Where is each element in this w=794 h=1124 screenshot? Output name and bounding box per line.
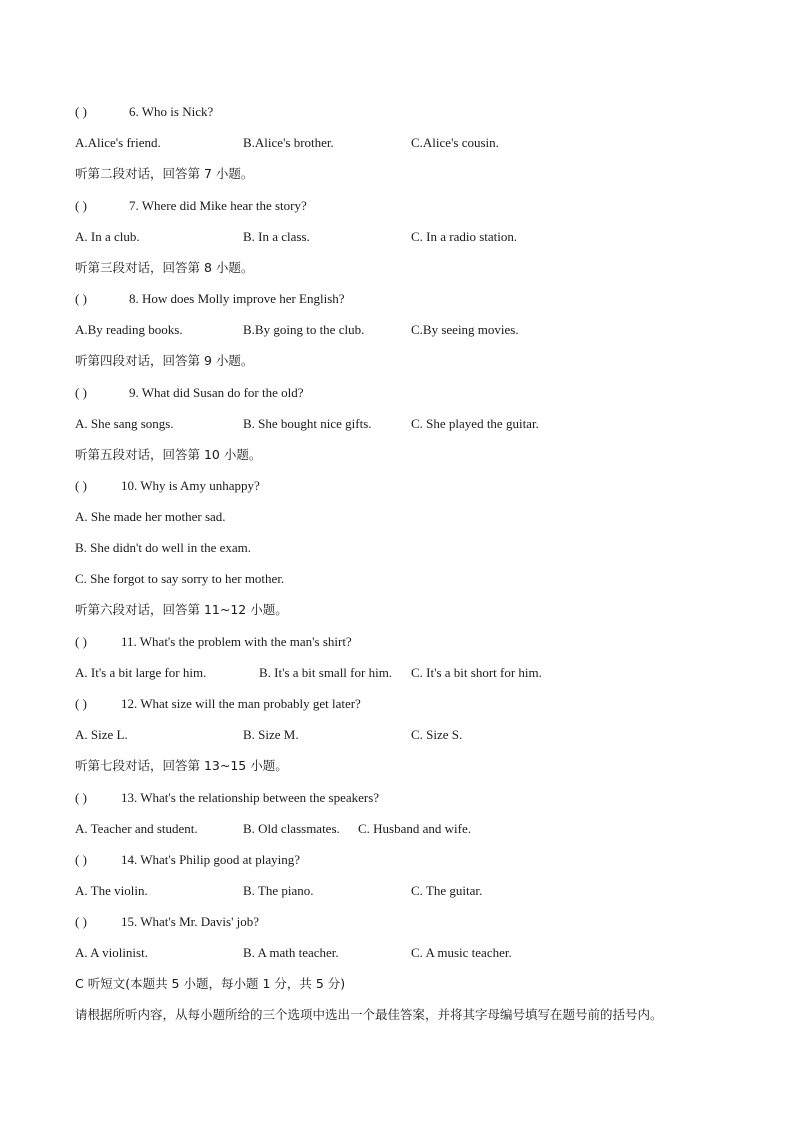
options-15 (75, 945, 775, 961)
dialog-instruction: 听第四段对话，回答第 9 小题。 (75, 353, 254, 368)
option-c: C. It's a bit short for him. (411, 665, 542, 680)
option-b: B. She bought nice gifts. (243, 416, 372, 431)
answer-blank[interactable]: ( ) (75, 696, 87, 711)
question-11 (75, 634, 352, 650)
question-text: 13. What's the relationship between the speakers? (121, 790, 380, 805)
options-8 (75, 322, 775, 338)
question-15 (75, 914, 259, 930)
option-c: C. Husband and wife. (358, 821, 472, 836)
dialog-instruction: 听第三段对话，回答第 8 小题。 (75, 260, 254, 275)
option-a: A. In a club. (75, 229, 140, 244)
option-b: B. Size M. (243, 727, 299, 742)
options-14 (75, 883, 775, 899)
option-b: B.Alice's brother. (243, 135, 334, 150)
answer-blank[interactable]: ( ) (75, 478, 87, 493)
question-text: 10. Why is Amy unhappy? (121, 478, 260, 493)
option-a: A. She made her mother sad. (75, 509, 226, 524)
option-c: C. The guitar. (411, 883, 483, 898)
option-b: B. The piano. (243, 883, 314, 898)
option-b: B. In a class. (243, 229, 310, 244)
option-a: A. The violin. (75, 883, 148, 898)
question-text: 14. What's Philip good at playing? (121, 852, 301, 867)
answer-blank[interactable]: ( ) (75, 291, 87, 306)
options-11 (75, 665, 775, 681)
options-12 (75, 727, 775, 743)
option-b: B. Old classmates. (243, 821, 340, 836)
question-text: 11. What's the problem with the man's shirt? (121, 634, 352, 649)
options-13 (75, 821, 775, 837)
option-c: C. She forgot to say sorry to her mother. (75, 571, 285, 586)
option-a: A. It's a bit large for him. (75, 665, 207, 680)
question-text: 7. Where did Mike hear the story? (129, 198, 307, 213)
question-13 (75, 790, 379, 806)
question-8 (75, 291, 345, 307)
dialog-instruction: 听第六段对话，回答第 11~12 小题。 (75, 602, 288, 617)
option-c: C.By seeing movies. (411, 322, 519, 337)
section-c-instruction: 请根据所听内容，从每小题所给的三个选项中选出一个最佳答案，并将其字母编号填写在题号前的括号内。 (75, 1007, 663, 1022)
options-7 (75, 229, 775, 245)
option-a: A. A violinist. (75, 945, 148, 960)
option-a: A. Teacher and student. (75, 821, 198, 836)
answer-blank[interactable]: ( ) (75, 852, 87, 867)
question-text: 8. How does Molly improve her English? (129, 291, 345, 306)
answer-blank[interactable]: ( ) (75, 104, 87, 119)
dialog-instruction: 听第七段对话，回答第 13~15 小题。 (75, 758, 288, 773)
option-a: A.Alice's friend. (75, 135, 161, 150)
question-text: 9. What did Susan do for the old? (129, 385, 304, 400)
option-a: A.By reading books. (75, 322, 183, 337)
options-9 (75, 416, 775, 432)
answer-blank[interactable]: ( ) (75, 914, 87, 929)
option-a: A. Size L. (75, 727, 128, 742)
option-c: C. Size S. (411, 727, 463, 742)
question-text: 6. Who is Nick? (129, 104, 214, 119)
question-text: 15. What's Mr. Davis' job? (121, 914, 260, 929)
question-7 (75, 198, 307, 214)
option-c: C. She played the guitar. (411, 416, 539, 431)
option-c: C. In a radio station. (411, 229, 518, 244)
option-b: B. A math teacher. (243, 945, 339, 960)
question-12 (75, 696, 361, 712)
option-b: B. She didn't do well in the exam. (75, 540, 252, 555)
answer-blank[interactable]: ( ) (75, 790, 87, 805)
dialog-instruction: 听第五段对话，回答第 10 小题。 (75, 447, 262, 462)
answer-blank[interactable]: ( ) (75, 198, 87, 213)
option-a: A. She sang songs. (75, 416, 174, 431)
dialog-instruction: 听第二段对话，回答第 7 小题。 (75, 166, 254, 181)
question-6 (75, 104, 213, 120)
option-c: C. A music teacher. (411, 945, 512, 960)
question-14 (75, 852, 300, 868)
question-9 (75, 385, 304, 401)
option-c: C.Alice's cousin. (411, 135, 499, 150)
answer-blank[interactable]: ( ) (75, 634, 87, 649)
answer-blank[interactable]: ( ) (75, 385, 87, 400)
option-b: B. It's a bit small for him. (259, 665, 393, 680)
options-6 (75, 135, 775, 151)
option-b: B.By going to the club. (243, 322, 365, 337)
question-text: 12. What size will the man probably get later? (121, 696, 361, 711)
section-c-title: C 听短文(本题共 5 小题，每小题 1 分，共 5 分) (75, 976, 346, 991)
question-10 (75, 478, 260, 494)
